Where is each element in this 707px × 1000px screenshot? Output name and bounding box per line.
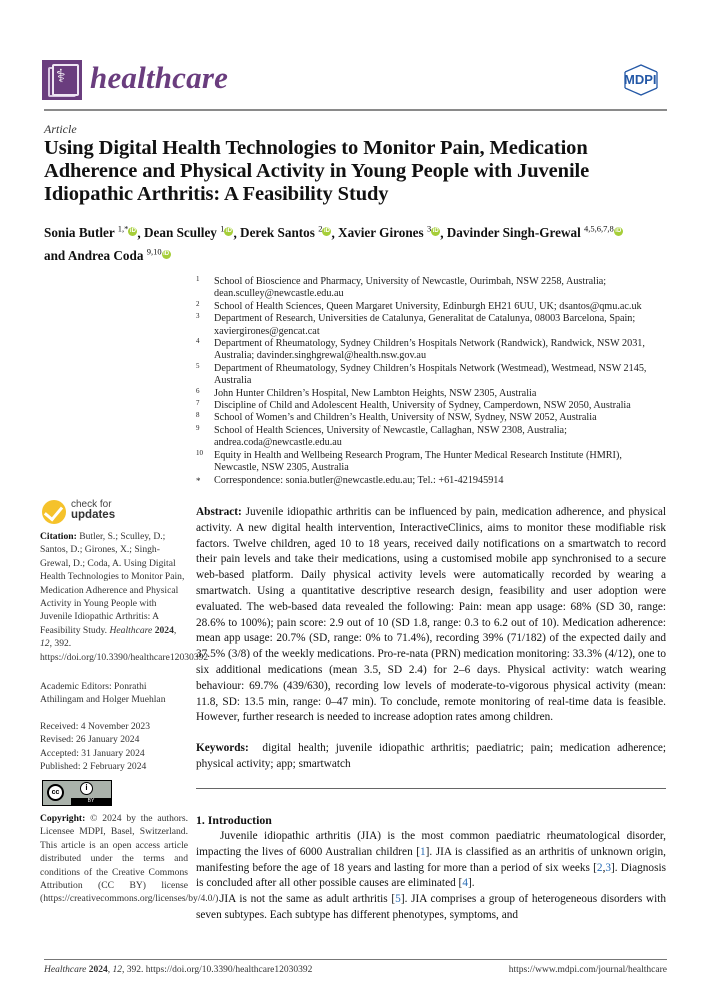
correspondence: * Correspondence: sonia.butler@newcastle.edu.au; Tel.: +61-421945914 [196, 474, 504, 486]
author[interactable]: and Andrea Coda $^{9,10}$ iD [44, 246, 170, 263]
cc-icon: cc [47, 784, 64, 801]
keywords [196, 741, 666, 773]
reference-link[interactable]: 4 [462, 877, 468, 890]
abstract-text: Juvenile idiopathic arthritis can be influenced by pain, medication adherence, and physical activity. A new digital health intervention, InteractiveClinics, aims to monitor these modifiable risk factors. Twelve children, aged 10 to 18 years, received daily notifications on a smartwatch to record their pain levels and take their medications, using a customised mobile app synchronised to a secure web-based platform. Daily physical activity levels were automatically recorded by wearing a smartwatch. Using a quantitative descriptive research design, feasibility and user adoption were evaluated. The web-based data revealed the following: Pain: mean app usage: 68% (SD 30, range: 28.6% to 100%); pain score: 2.9 out of 10 (SD 1.8, range: 0.3 to 6.2 out of 10). Medication adherence: mean app usage: 20.7% (SD, range: 0% to 71.4%), recording 39% (71/182) of the expected daily and 37.5% (3/8) of the weekly medications. Pro-re-nata (PRN) medication monitoring: 33.3% (4/12), one to six additional medications (mean 3.5, SD 2.4) for 2–6 days. Physical activity: watch wearing behaviour: 69.7% (439/630), recording low levels of moderate-to-vigorous physical activity (mean: 11.8, SD: 13.5 min, range: 0–47 min). To conclude, remote monitoring of real-time data is feasible. However, further research is needed to increase adoption rates among children. [196, 506, 666, 724]
affiliation: 6 John Hunter Children’s Hospital, New Lambton Heights, NSW 2305, Australia [196, 386, 537, 399]
affiliation: 8 School of Women’s and Children’s Health, University of NSW, Sydney, NSW 2052, Australia [196, 411, 597, 424]
footer-divider [44, 959, 667, 960]
orcid-icon[interactable]: iD [129, 228, 136, 235]
check-for-updates-button[interactable]: check for updates [40, 497, 160, 527]
copyright-notice: Copyright: © 2024 by the authors. Licensee MDPI, Basel, Switzerland. This article is an open access article distributed under the terms and conditions of the Creative Commons Attribution (CC BY) license (https://creativecommons.org/licenses/by/4.0/). [40, 813, 221, 905]
orcid-icon[interactable]: iD [163, 250, 170, 257]
date-received: Received: 4 November 2023 [40, 721, 151, 732]
affiliation: 5 Department of Rheumatology, Sydney Children’s Hospitals Network (Westmead), Westmead, NSW 2145, Australia [196, 361, 647, 387]
mdpi-logo-text: MDPI [624, 72, 657, 87]
affiliation: 9 School of Health Sciences, University of Newcastle, Callaghan, NSW 2308, Australia; andrea.coda@newcastle.edu.au [196, 423, 567, 449]
author[interactable]: Derek Santos $^2$ iD [240, 224, 330, 241]
orcid-icon[interactable]: iD [225, 228, 232, 235]
person-icon: i [80, 782, 93, 795]
date-accepted: Accepted: 31 January 2024 [40, 747, 145, 759]
reference-link[interactable]: 3 [605, 861, 612, 874]
doi-link[interactable]: , 392. https://doi.org/10.3390/healthcare12030392 [40, 638, 209, 663]
article-title: Using Digital Health Technologies to Monitor Pain, Medication Adherence and Physical Activity in Young People with Juvenile Idiopathic Arthritis: A Feasibility Study [44, 137, 590, 205]
affiliations [196, 276, 666, 487]
section-divider [196, 788, 666, 789]
mdpi-logo[interactable] [621, 64, 661, 96]
author-list: Sonia Butler $^{1,*}$ iD , Dean Sculley $^1$ iD , Derek Santos $^2$ iD , Xavier Girones $^3$ iD , Davinder Singh-Grewal $^{4,5,6,7,8}$ iD and Andrea Coda $^{9,10}$ iD [44, 224, 622, 263]
academic-editors: Academic Editors: Ponrathi Athilingam and Holger Muehlan [40, 681, 166, 706]
caduceus-icon: ⚕ [56, 66, 66, 87]
affiliation: 7 Discipline of Child and Adolescent Health, University of Sydney, Camperdown, NSW 2050, Australia [196, 399, 631, 412]
footer-citation: Healthcare 2024, 12, 392. https://doi.org/10.3390/healthcare12030392 [44, 965, 313, 975]
journal-header [40, 58, 667, 108]
author[interactable]: Davinder Singh-Grewal $^{4,5,6,7,8}$ iD [446, 224, 622, 241]
publication-dates [40, 720, 188, 774]
article-type: Article [44, 122, 77, 136]
keywords-text: digital health; juvenile idiopathic arthritis; paediatric; pain; medication adherence; physical activity; app; smartwatch [196, 742, 666, 770]
author[interactable]: Sonia Butler $^{1,*}$ iD [44, 224, 136, 241]
footer-journal-url[interactable]: https://www.mdpi.com/journal/healthcare [508, 965, 667, 975]
reference-link[interactable]: 5 [395, 893, 401, 906]
author[interactable]: Xavier Girones $^3$ iD [338, 224, 439, 241]
section-heading: 1. Introduction [196, 813, 272, 827]
abstract-label: Abstract: [196, 506, 242, 518]
affiliation: 10 Equity in Health and Wellbeing Research Program, The Hunter Medical Research Institute (HMRI), Newcastle, NSW 2305, Australia [196, 448, 622, 474]
paragraph: JIA is not the same as adult arthritis [5]. JIA comprises a group of heterogeneous disorders with seven subtypes. Each subtype has different phenotypes, symptoms, and [196, 893, 666, 921]
keywords-label: Keywords: [196, 742, 249, 754]
author[interactable]: Dean Sculley $^1$ iD [144, 224, 232, 241]
footer-doi-link[interactable]: , 392. https://doi.org/10.3390/healthcare12030392 [122, 965, 313, 975]
citation: Citation: Butler, S.; Sculley, D.; Santos, D.; Girones, X.; Singh-Grewal, D.; Coda, A. Using Digital Health Technologies to Monitor Pain, Medication Adherence and Physical Activity in Young People with Juvenile Idiopathic Arthritis: A Feasibility Study. Healthcare 2024, 12, 392. https://doi.org/10.3390/healthcare12030392 [40, 531, 209, 663]
cc-by-license-badge[interactable] [42, 780, 112, 806]
abstract [196, 505, 666, 726]
paragraph: Juvenile idiopathic arthritis (JIA) is the most common paediatric rheumatological disorder, impacting the lives of 6000 Australian children [1]. JIA is classified as an arthritis of unknown origin, manifesting before the age of 18 years and lasting for more than a period of six weeks [2,3]. Diagnosis is concluded after all other possible causes are eliminated [4]. [196, 830, 666, 890]
orcid-icon[interactable]: iD [323, 228, 330, 235]
introduction-body [196, 829, 666, 924]
reference-link[interactable]: 2 [596, 861, 603, 874]
reference-link[interactable]: 1 [419, 845, 426, 858]
affiliation: 4 Department of Rheumatology, Sydney Children’s Hospitals Network (Randwick), Randwick, NSW 2031, Australia; davinder.singhgrewal@health.nsw.gov.au [196, 337, 645, 362]
checkmark-icon [42, 500, 66, 524]
affiliation: 2 School of Health Sciences, Queen Margaret University, Edinburgh EH21 6UU, UK; dsantos@qmu.ac.uk [196, 299, 642, 312]
journal-name: healthcare [90, 60, 229, 95]
header-divider [44, 109, 667, 111]
date-published: Published: 2 February 2024 [40, 761, 147, 773]
orcid-icon[interactable]: iD [615, 228, 622, 235]
affiliation: 3 Department of Research, Universities de Catalunya, Generalitat de Catalunya, 08003 Barcelona, Spain; xaviergirones@gencat.cat [196, 312, 636, 337]
journal-logo [42, 60, 82, 100]
date-revised: Revised: 26 January 2024 [40, 734, 140, 746]
orcid-icon[interactable]: iD [432, 228, 439, 235]
by-label: BY [71, 798, 111, 805]
affiliation: 1 School of Bioscience and Pharmacy, University of Newcastle, Ourimbah, NSW 2258, Australia; dean.sculley@newcastle.edu.au [196, 275, 607, 300]
